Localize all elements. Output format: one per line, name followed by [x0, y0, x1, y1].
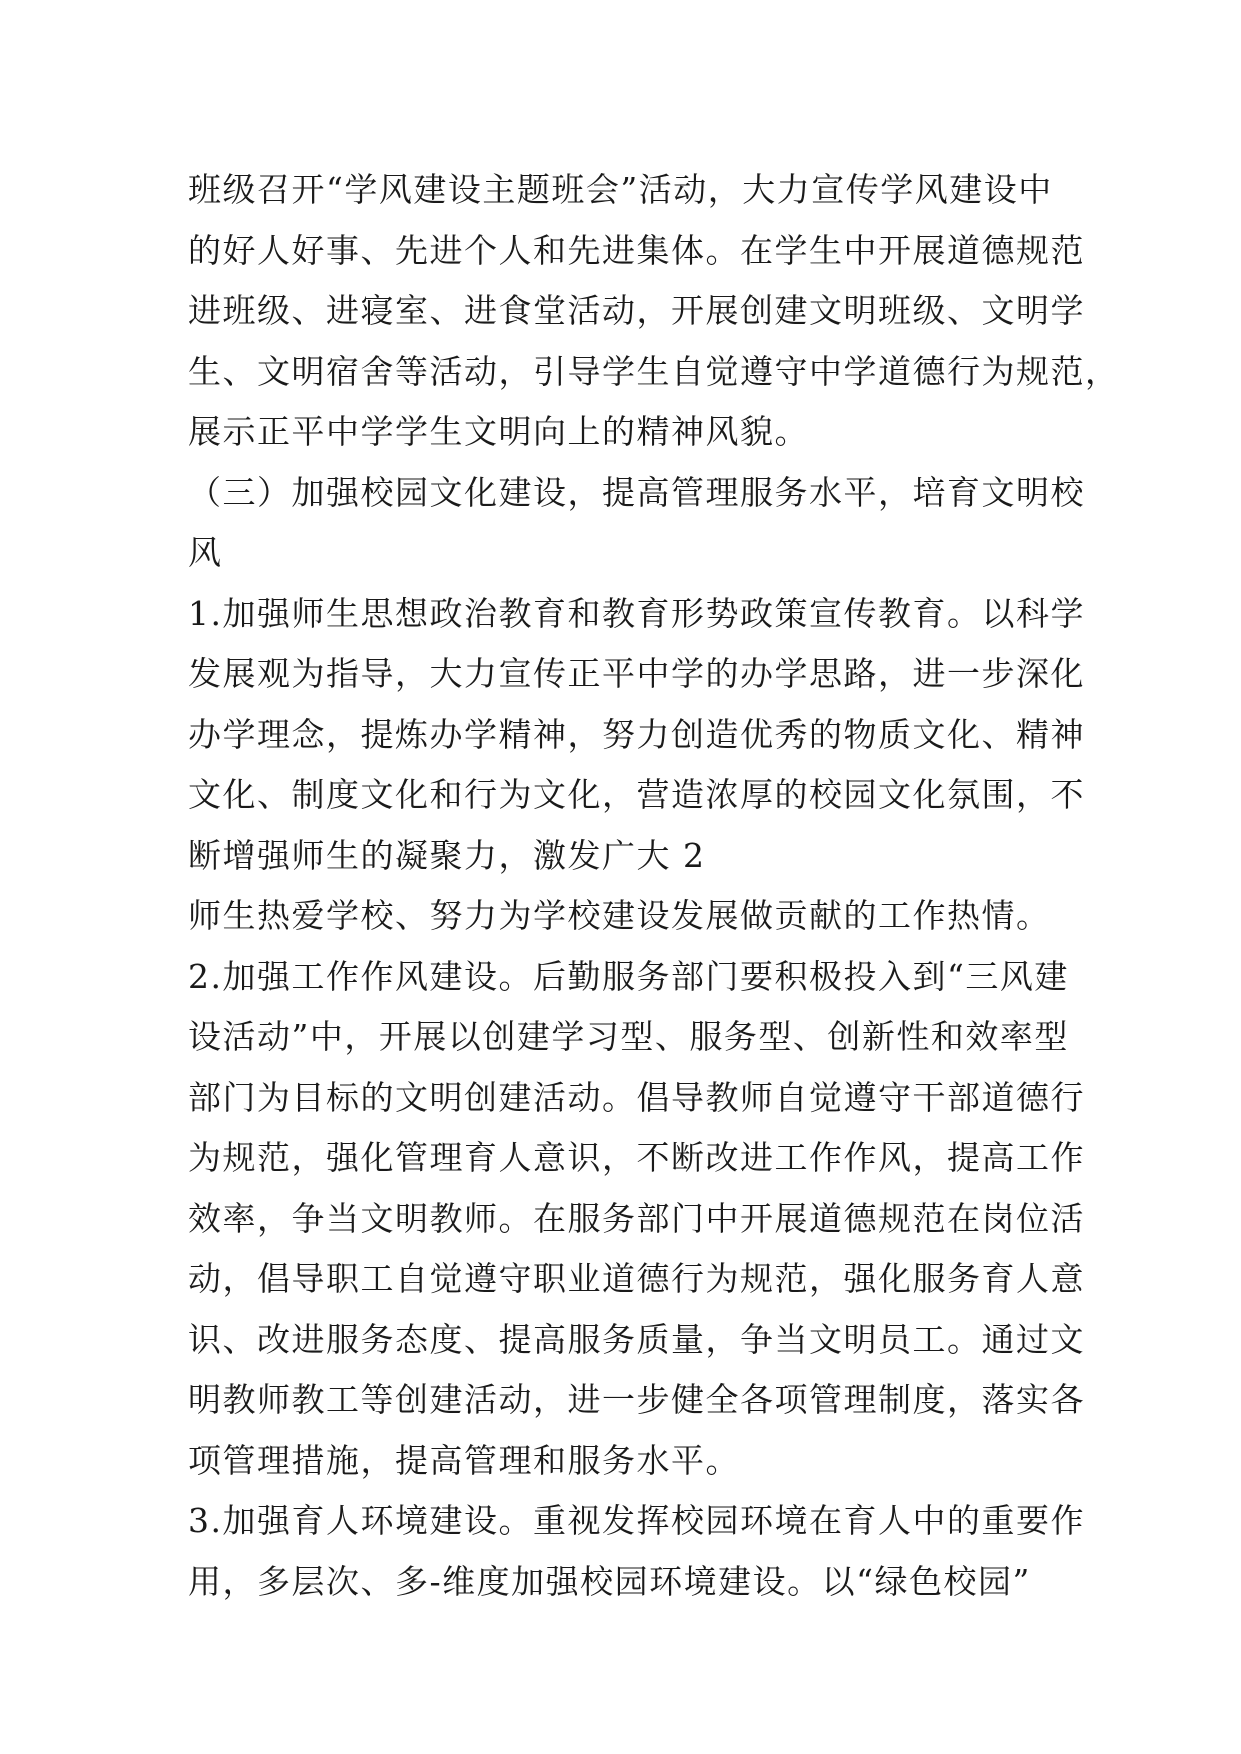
text-line: 师生热爱学校、努力为学校建设发展做贡献的工作热情。 [188, 896, 1051, 935]
section-heading: （三）加强校园文化建设，提高管理服务水平，培育文明校 [188, 472, 1085, 512]
text-line: 3.加强育人环境建设。重视发挥校园环境在育人中的重要作 [188, 1501, 1085, 1540]
document-body [188, 160, 1120, 1612]
text-line: 识、改进服务态度、提高服务质量，争当文明员工。通过文 [188, 1319, 1085, 1359]
text-line: 明教师教工等创建活动，进一步健全各项管理制度，落实各 [188, 1380, 1085, 1419]
text-line: 动，倡导职工自觉遵守职业道德行为规范，强化服务育人意 [188, 1259, 1085, 1298]
text-line: 发展观为指导，大力宣传正平中学的办学思路，进一步深化 [188, 654, 1085, 693]
text-line: 断增强师生的凝聚力，激发广大 2 [188, 835, 706, 875]
text-line: 班级召开“学风建设主题班会”活动，大力宣传学风建设中 [188, 170, 1053, 209]
text-line: 生、文明宿舍等活动，引导学生自觉遵守中学道德行为规范， [188, 351, 1120, 391]
text-line: 的好人好事、先进个人和先进集体。在学生中开展道德规范 [188, 230, 1085, 270]
text-line: 文化、制度文化和行为文化，营造浓厚的校园文化氛围，不 [188, 775, 1085, 814]
text-line: 用，多层次、多-维度加强校园环境建设。以“绿色校园” [188, 1561, 1031, 1601]
text-line: 效率，争当文明教师。在服务部门中开展道德规范在岗位活 [188, 1198, 1085, 1238]
text-line: 办学理念，提炼办学精神，努力创造优秀的物质文化、精神 [188, 714, 1085, 754]
text-line: 展示正平中学学生文明向上的精神风貌。 [188, 412, 809, 451]
text-line: 部门为目标的文明创建活动。倡导教师自觉遵守干部道德行 [188, 1077, 1085, 1117]
text-line: 项管理措施，提高管理和服务水平。 [188, 1440, 740, 1480]
text-line: 为规范，强化管理育人意识，不断改进工作作风，提高工作 [188, 1138, 1085, 1177]
text-line: 2.加强工作作风建设。后勤服务部门要积极投入到“三风建 [188, 956, 1069, 996]
text-line: 1.加强师生思想政治教育和教育形势政策宣传教育。以科学 [188, 593, 1085, 633]
section-heading-continued: 风 [188, 533, 223, 572]
text-line: 设活动”中，开展以创建学习型、服务型、创新性和效率型 [188, 1017, 1069, 1056]
text-line: 进班级、进寝室、进食堂活动，开展创建文明班级、文明学 [188, 291, 1085, 330]
